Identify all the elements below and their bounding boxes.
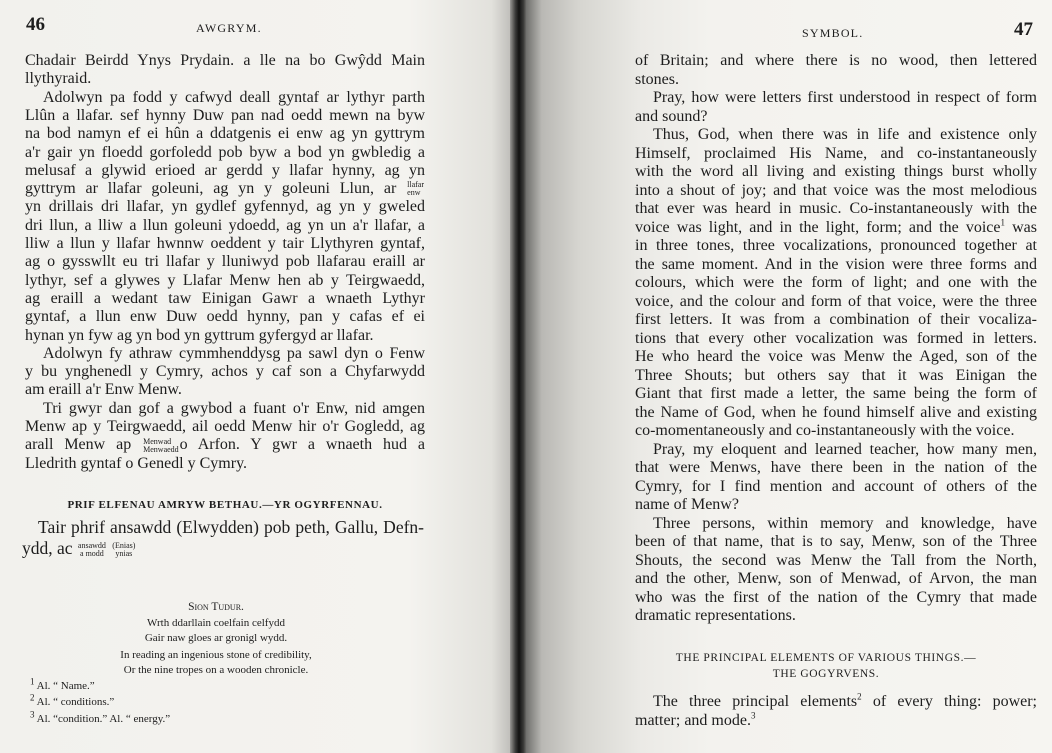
line-content [635,144,1037,163]
line-content [25,106,425,125]
line-text: Chadair Beirdd Ynys Prydain. a lle na bo Gwŷdd Main [25,52,425,69]
section-line [635,712,755,730]
text-line [25,252,425,271]
text-line [635,51,1037,70]
line-text: Giant that first made a letter, the same being the form of [635,385,1037,402]
running-head: AWGRYM. [196,21,262,35]
line-content [635,236,1037,255]
line-content [635,255,1037,274]
line-text: name of Menw? [635,496,739,513]
section-text: ydd, ac [22,538,73,558]
line-content [635,569,1037,588]
text-line [635,329,1037,348]
line-content [635,403,1037,422]
line-text: y bu ynghenedl y Cymry, achos y caf son a Chyfarwydd [25,363,425,381]
text-line [635,514,1037,533]
line-content [635,218,1037,237]
line-content [25,216,425,235]
line-text: na bod namyn ef ei hûn a ddatgenis ei enw ag yn gyttrym [25,125,425,143]
line-text: Menw ap y Teirgwaedd, ail oedd Menw hir o'r Gogledd, ag [25,418,425,435]
line-text: the same moment. And in the vision were three forms and [635,255,1037,273]
section-line: Tair phrif ansawdd (Elwydden) pob peth, Gallu, Defn- [38,517,424,537]
line-content [25,417,425,436]
interlinear-variant [78,542,106,558]
line-text: arall Menw ap [25,436,132,454]
line-text: Adolwyn pa fodd y cafwyd deall gyntaf ar lythyr parth [43,88,425,106]
verse-line: Or the nine tropes on a wooden chronicle. [123,664,309,676]
text-line [25,454,425,473]
variant: Menwaedd [143,444,179,454]
text-line [25,69,425,88]
line-content [635,532,1037,551]
line-text: lliw a llun y llafar hwnnw oeddent y tair Llythyren gyntaf, [25,235,425,252]
footnote-text: Al. “condition.” Al. “ energy.” [36,713,171,725]
text-line [25,88,425,107]
verse-line: In reading an ingenious stone of credibility, [120,649,312,661]
text-line [635,403,1037,422]
text-line [25,234,425,253]
text-line [25,417,425,436]
text-line [635,218,1037,237]
verse-line: Wrth ddarllain coelfain celfydd [147,617,285,629]
text-line [635,366,1037,385]
line-text: and sound? [635,107,708,125]
line-content [25,307,425,326]
line-text: that were Menws, have there been in the nation of the [635,459,1037,476]
footnote-mark: 2 [30,692,35,703]
line-content [25,362,425,381]
line-text: voice, and the colour and form of that voice, were the three [635,292,1037,310]
line-text: ag o gysswllt eu tri llafar y lluniwyd pob llafarau eraill ar [25,253,425,271]
text-line [25,124,425,143]
line-content [653,125,1037,144]
line-content [635,51,1037,70]
line-content [25,124,425,143]
section-text: matter; and mode. [635,712,751,729]
line-content [635,477,1037,496]
text-line [25,399,425,418]
line-text: a'r gair yn floedd gorfoledd pob byw a bod yn gwbledig a [25,143,425,161]
line-text: Thus, God, when there was in life and existence only [653,126,1037,143]
text-line [635,532,1037,551]
text-line [635,125,1037,144]
line-content [25,289,425,308]
section-line [653,693,1037,711]
variant: (Enias) [112,540,136,550]
line-text: Adolwyn fy athraw cymmhenddysg pa sawl dyn o Fenw [43,344,425,362]
line-content [635,70,1037,89]
line-content [653,88,1037,107]
text-line [635,495,1037,514]
page-number: 46 [26,14,45,35]
footnote-ref: 1 [1000,217,1005,228]
page-number: 47 [1014,19,1033,40]
line-content [635,199,1037,218]
variant: ansawdd [77,540,106,550]
line-text: stones. [635,70,679,88]
line-text: of Britain; and where there is no wood, then lettered [635,52,1037,69]
line-text: been of that name, that is to say, Menw, son of the Three [635,533,1037,550]
heading-line: THE GOGYRVENS. [772,668,880,680]
text-line [25,362,425,381]
line-text: ag eraill a wedant taw Einigan Gawr a wnaeth Lythyr [25,289,425,307]
text-line [635,162,1037,181]
line-content [25,435,425,454]
verse-welsh [66,616,366,646]
line-text: Himself, proclaimed His Name, and co-instantaneously [635,144,1037,162]
verse-author: Sion Tudur. [188,601,244,613]
variant: a modd [80,548,104,558]
line-text: lythyr, sef a glywes y Llafar Menw hen ab y Teirgwaedd, [25,271,425,289]
text-line [25,216,425,235]
text-line [635,181,1037,200]
heading-line: THE PRINCIPAL ELEMENTS OF VARIOUS THINGS.— [675,652,977,664]
line-content [635,384,1037,403]
section-text: of every thing: power; [861,693,1037,710]
text-line [635,384,1037,403]
footnote-text: Al. “ conditions.” [36,696,115,708]
text-line [25,179,425,198]
line-text: Pray, how were letters first understood in respect of form [653,89,1037,106]
interlinear-variant [143,438,179,454]
line-text: that ever was heard in music. Co-instantaneously with the [635,200,1037,217]
text-line [635,236,1037,255]
footnote-ref: 3 [750,710,756,721]
interlinear-variant [112,542,135,558]
line-text: Tri gwyr dan gof a gwybod a fuant o'r Enw, nid amgen [43,399,425,417]
text-line [635,255,1037,274]
line-text: Lledrith gyntaf o Genedl y Cymry. [25,454,248,472]
line-text: He who heard the voice was Menw the Aged, son of the [635,348,1037,365]
text-line [25,161,425,180]
footnote [30,709,171,725]
line-text: Three Shouts; but others say that it was Einigan the [635,366,1037,384]
line-text: was [1004,218,1038,236]
line-text: Shouts, the second was Menw the Tall from the North, [635,551,1037,569]
text-line [635,107,1037,126]
text-line [635,569,1037,588]
line-content [25,380,425,399]
line-content [653,514,1037,533]
section-text: The three principal elements [653,693,858,710]
text-line [25,326,425,345]
line-text: melusaf a glywid erioed ar gerdd y llafar hynny, ag yn [25,161,425,179]
text-line [635,458,1037,477]
line-text: Cymry, for I find mention and account of others of the [635,477,1037,495]
variant: Menwad [143,436,172,446]
footnote-ref: 2 [857,691,862,702]
line-text: hynan yn fyw ag yn bod yn gyttrum gyfergyd ar llafar. [25,326,374,344]
line-text: who was the first of the nation of the Cymry that made [635,588,1037,606]
text-line [635,588,1037,607]
line-text: with the word all living and existing things burst wholly [635,163,1037,180]
interlinear-variant [407,181,424,197]
line-text: colours, which were the form of light; and one with the [635,274,1037,291]
line-content [25,143,425,162]
line-content [653,440,1037,459]
line-content [635,181,1037,200]
variant: enw [407,188,421,198]
section-heading: PRIF ELFENAU AMRYW BETHAU.—YR OGYRFENNAU. [67,499,383,511]
footnote-mark: 1 [30,676,35,687]
line-content [635,458,1037,477]
verse-line: Gair naw gloes ar gronigl wydd. [144,632,288,644]
line-text: co-momentaneously and co-instantaneously with the voice. [635,422,1015,439]
line-text: am eraill a'r Enw Menw. [25,381,182,399]
text-line [635,88,1037,107]
line-content [635,273,1037,292]
text-line [25,307,425,326]
footnote-text: Al. “ Name.” [36,680,95,692]
line-content [25,271,425,290]
line-content [635,162,1037,181]
text-line [635,477,1037,496]
line-text: gyttrym ar llafar goleuni, ag yn y goleuni Llun, ar [25,180,397,198]
line-text: Three persons, within memory and knowledge, have [653,514,1037,532]
line-content [635,551,1037,570]
text-line [635,292,1037,311]
line-content [25,179,425,198]
left-page [0,0,512,753]
line-text: Llûn a llafar. sef hynny Duw pan nad oedd mewn na byw [25,106,425,124]
text-line [25,51,425,70]
text-line [25,106,425,125]
line-content [635,588,1037,607]
text-line [25,197,425,216]
variant: ynias [115,548,133,558]
line-text: in three tones, three vocalizations, pronounced together at [635,237,1037,254]
line-content [635,421,1037,440]
footnote [30,676,95,692]
line-text: dri llun, a lliw a llun goleuni ydoedd, ag yn un a'r llafar, a [25,216,425,234]
line-text: dramatic representations. [635,607,796,624]
right-page [526,0,1052,753]
line-content [25,252,425,271]
text-line [635,421,1037,440]
line-content [25,69,425,88]
line-text: o Arfon. Y gwr a wnaeth hud a [179,436,425,454]
text-line [25,344,425,363]
line-text: into a shout of joy; and that voice was the most melodious [635,181,1037,199]
text-line [25,289,425,308]
text-line [635,310,1037,329]
line-text: the Name of God, when he found himself alive and existing [635,403,1037,421]
line-content [635,606,1037,625]
section-heading [646,650,1006,682]
line-content [43,344,425,363]
text-line [635,199,1037,218]
line-content [25,197,425,216]
line-content [43,88,425,107]
line-content [25,234,425,253]
text-line [635,70,1037,89]
running-head: SYMBOL. [802,26,864,40]
line-text: yn drillais dri llafar, yn gydlef gyfennyd, ag yn y gweled [25,198,425,216]
line-text: and the other, Menw, son of Menwad, of Arvon, the man [635,570,1037,587]
footnote [30,692,115,708]
text-line [635,440,1037,459]
text-line [635,144,1037,163]
text-line [635,606,1037,625]
line-text: llythyraid. [25,70,92,88]
line-content [635,107,1037,126]
line-text: tions that every other vocalization was formed in letters. [635,329,1037,347]
line-text: first letters. It was from a combination of their vocaliza- [635,311,1037,328]
text-line [25,435,425,454]
text-line [25,143,425,162]
line-content [635,292,1037,311]
line-content [25,326,425,345]
footnote-mark: 3 [30,709,35,720]
text-line [635,347,1037,366]
variant: llafar [407,180,425,190]
line-text: Pray, my eloquent and learned teacher, how many men, [653,440,1037,458]
line-content [635,347,1037,366]
section-line [22,538,136,559]
line-content [635,329,1037,348]
line-content [635,495,1037,514]
line-text: gyntaf, a llun enw Duw oedd hynny, pan y cafas ef ei [25,308,425,326]
line-text: voice was light, and in the light, form; and the voice [635,218,1001,236]
verse-english [66,648,366,678]
line-content [25,51,425,70]
text-line [635,551,1037,570]
text-line [25,380,425,399]
text-line [635,273,1037,292]
line-content [635,366,1037,385]
line-content [25,454,425,473]
line-content [43,399,425,418]
text-line [25,271,425,290]
line-content [25,161,425,180]
line-content [635,310,1037,329]
